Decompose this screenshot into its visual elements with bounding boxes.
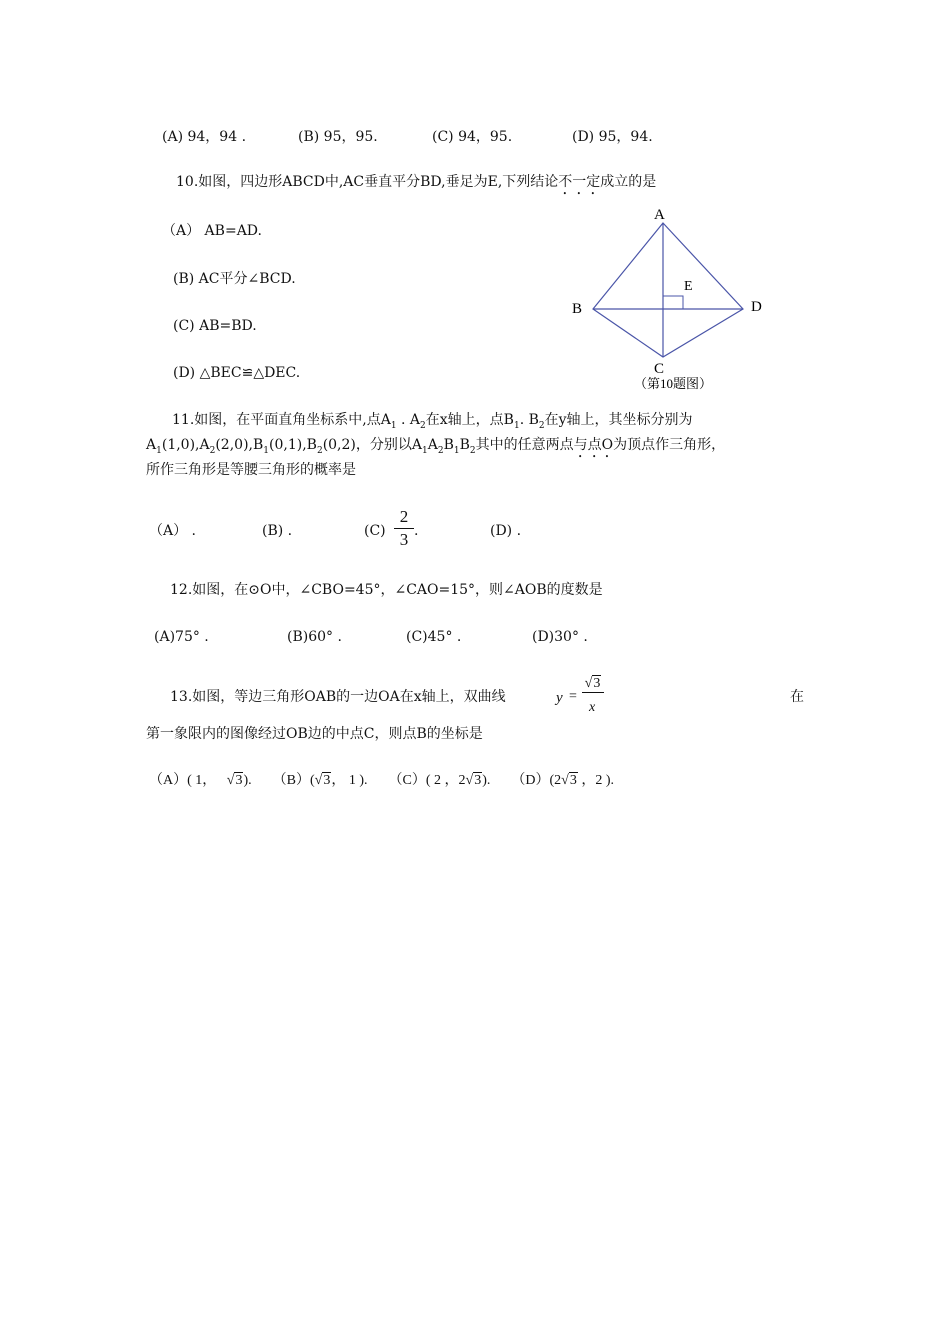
q13-option-d bbox=[511, 773, 614, 788]
q11-line-1-text: 在x轴上，点B bbox=[425, 412, 514, 428]
q11-option-c-fraction bbox=[394, 506, 414, 551]
q9-option-d: (D) 95，94. bbox=[572, 129, 653, 145]
option-text: ). bbox=[243, 773, 252, 788]
figure-caption: （第10题图） bbox=[634, 376, 713, 391]
q11-line-2-text: A bbox=[146, 437, 157, 453]
q11-sub: 1 bbox=[422, 445, 428, 456]
sqrt-symbol: √ bbox=[226, 773, 235, 788]
label-e: E bbox=[684, 279, 693, 294]
q11-option-d: (D) . bbox=[490, 523, 522, 539]
q11-sub: 2 bbox=[437, 445, 444, 456]
sqrt-symbol: √ bbox=[314, 773, 323, 788]
sqrt-symbol: √ bbox=[584, 676, 593, 691]
q13-option-c bbox=[389, 773, 494, 788]
q11-sub: 1 bbox=[263, 445, 270, 456]
q11-sub: 1 bbox=[513, 420, 520, 431]
q11-option-a: （A） . bbox=[149, 523, 197, 539]
q11-line-2-text: A bbox=[427, 437, 438, 453]
q9-option-a: (A) 94，94 . bbox=[162, 129, 247, 145]
q11-line-1 bbox=[172, 411, 693, 435]
formula-y: y bbox=[556, 690, 563, 706]
sqrt-symbol: √ bbox=[465, 773, 474, 788]
radicand: 3 bbox=[235, 773, 243, 788]
q13-formula bbox=[556, 676, 616, 722]
option-text: （C）( 2 ，2 bbox=[388, 773, 466, 788]
q11-line-2-text: (0,2)，分别以A bbox=[322, 437, 422, 453]
q10-stem-after: 成立的是 bbox=[600, 174, 657, 190]
quadrilateral-abcd bbox=[593, 223, 743, 357]
q11-sub: 2 bbox=[420, 420, 426, 431]
q13-option-a bbox=[149, 773, 255, 788]
option-text: （B）( bbox=[272, 773, 315, 788]
label-c: C bbox=[654, 361, 665, 377]
q11-line-1-text: 11.如图，在平面直角坐标系中,点A bbox=[172, 412, 391, 428]
q11-sub: 2 bbox=[469, 445, 476, 456]
q11-option-c-prefix: (C) bbox=[364, 523, 386, 539]
formula-denominator: x bbox=[589, 700, 596, 715]
q11-line-3: 所作三角形是等腰三角形的概率是 bbox=[146, 462, 356, 478]
q10-option-c: (C) AB=BD. bbox=[173, 318, 257, 334]
radicand: 3 bbox=[474, 773, 482, 788]
radicand: 3 bbox=[593, 676, 601, 691]
sqrt-symbol: √ bbox=[561, 773, 569, 788]
q13-options bbox=[149, 772, 614, 790]
q11-sub: 2 bbox=[209, 445, 216, 456]
q10-stem-emphasis: 不一定 bbox=[558, 174, 601, 190]
formula-equals: = bbox=[569, 689, 577, 704]
fraction-denominator: 3 bbox=[399, 530, 409, 549]
q11-line-2-parts bbox=[146, 437, 574, 456]
q11-option-c-suffix: . bbox=[414, 523, 419, 539]
q11-line-2-emphasis: 与点O bbox=[573, 437, 614, 453]
option-text: ). bbox=[482, 773, 491, 788]
q10-option-d: (D) △BEC≌△DEC. bbox=[173, 365, 301, 381]
q10-stem bbox=[176, 173, 656, 198]
q11-line-2-text: (2,0),B bbox=[215, 437, 264, 453]
q11-sub: 2 bbox=[538, 420, 545, 431]
q13-stem-tail: 在 bbox=[790, 689, 804, 705]
radicand: 3 bbox=[569, 773, 577, 788]
q12-option-c: (C)45° . bbox=[406, 629, 462, 645]
q13-line-2: 第一象限内的图像经过OB边的中点C，则点B的坐标是 bbox=[146, 726, 483, 742]
q11-line-2-text: (0,1),B bbox=[269, 437, 317, 453]
q11-line-1-text: . A bbox=[396, 412, 421, 428]
q11-line-2-text: B bbox=[459, 437, 470, 453]
q11-line-1-text: 在y轴上，其坐标分别为 bbox=[544, 412, 693, 428]
q11-sub: 1 bbox=[390, 420, 397, 431]
q9-option-b: (B) 95，95. bbox=[298, 129, 378, 145]
q12-option-d: (D)30° . bbox=[532, 629, 588, 645]
q10-figure bbox=[560, 200, 780, 396]
q11-sub: 1 bbox=[453, 445, 460, 456]
radicand: 3 bbox=[323, 773, 331, 788]
q12-option-b: (B)60° . bbox=[287, 629, 342, 645]
q13-stem: 13.如图，等边三角形OAB的一边OA在x轴上，双曲线 bbox=[170, 689, 506, 705]
q11-line-2-text: 其中的任意两点 bbox=[475, 437, 574, 453]
option-text: （D）(2 bbox=[511, 773, 562, 788]
option-text: （A）( 1， bbox=[149, 773, 217, 788]
q10-option-b: (B) AC平分∠BCD. bbox=[173, 271, 296, 287]
q11-line-2-text: B bbox=[443, 437, 454, 453]
q11-option-b: (B) . bbox=[262, 523, 293, 539]
fraction-numerator: 2 bbox=[394, 506, 414, 529]
q12-stem: 12.如图，在⊙O中，∠CBO=45°，∠CAO=15°，则∠AOB的度数是 bbox=[170, 582, 603, 598]
q9-option-c: (C) 94，95. bbox=[432, 129, 513, 145]
q12-option-a: (A)75° . bbox=[154, 629, 209, 645]
q11-line-2-end: 为顶点作三角形， bbox=[613, 437, 726, 453]
option-text: ， 1 ). bbox=[331, 773, 368, 788]
option-text: ，2 ). bbox=[577, 773, 614, 788]
q11-sub: 2 bbox=[316, 445, 323, 456]
q11-line-1-text: . B bbox=[519, 412, 539, 428]
label-a: A bbox=[654, 207, 665, 223]
q11-sub: 1 bbox=[156, 445, 162, 456]
label-b: B bbox=[572, 301, 583, 317]
right-angle-mark bbox=[663, 296, 683, 309]
formula-numerator bbox=[582, 676, 604, 693]
q10-option-a: （A） AB=AD. bbox=[162, 223, 262, 239]
q11-line-2 bbox=[146, 436, 725, 461]
q13-option-b bbox=[273, 773, 371, 788]
q10-stem-before: 10.如图，四边形ABCD中,AC垂直平分BD,垂足为E,下列结论 bbox=[176, 174, 559, 190]
q11-line-2-text: (1,0),A bbox=[161, 437, 210, 453]
label-d: D bbox=[751, 299, 762, 315]
